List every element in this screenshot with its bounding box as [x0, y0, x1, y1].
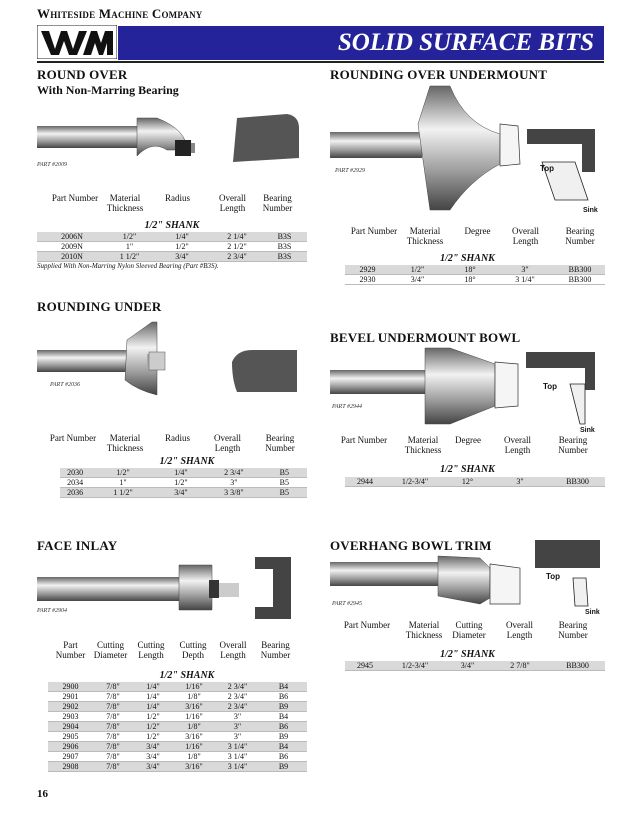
table-cell: B9: [260, 762, 307, 772]
table-cell: 1/2": [152, 242, 212, 252]
shank-label: 1/2" SHANK: [440, 253, 495, 264]
table-cell: 1/4": [133, 702, 173, 712]
table-cell: 3 1/4": [495, 275, 555, 285]
col-header: Material Thickness: [106, 433, 144, 453]
table-cell: 12°: [445, 477, 490, 487]
table-cell: 7/8": [93, 722, 133, 732]
section-title-bevel-undermount-bowl: BEVEL UNDERMOUNT BOWL: [330, 330, 521, 345]
table-row: [60, 468, 307, 478]
table-cell: B4: [260, 712, 307, 722]
table-row: [60, 488, 307, 498]
table-cell: 3": [215, 712, 260, 722]
col-header: Cutting Depth: [179, 640, 207, 660]
table-cell: 1": [107, 242, 152, 252]
table-row: [48, 722, 307, 732]
table-cell: 1 1/2": [90, 488, 156, 498]
table-cell: 1/2": [133, 712, 173, 722]
label-sink: Sink: [580, 427, 595, 434]
spec-table-rounding-under: [60, 468, 307, 498]
table-row: [48, 682, 307, 692]
spec-table-face-inlay: [48, 682, 307, 772]
table-cell: 2930: [345, 275, 390, 285]
bevel-bit-image: [330, 346, 605, 436]
table-cell: B6: [260, 752, 307, 762]
shank-label: 1/2" SHANK: [159, 670, 215, 681]
table-cell: 3/16": [173, 702, 215, 712]
col-header: Material Thickness: [106, 193, 144, 213]
table-cell: 2907: [48, 752, 93, 762]
col-header: Overall Length: [219, 193, 246, 213]
table-cell: 3": [495, 265, 555, 275]
table-cell: 7/8": [93, 732, 133, 742]
table-cell: 1": [90, 478, 156, 488]
table-cell: 3/4": [390, 275, 445, 285]
table-cell: 7/8": [93, 742, 133, 752]
col-header: Cutting Length: [137, 640, 165, 660]
table-row: [37, 232, 307, 242]
table-cell: 2901: [48, 692, 93, 702]
table-cell: B3S: [262, 232, 307, 242]
note-round-over: Supplied With Non-Marring Nylon Sleeved Bearing (Part #B3S).: [37, 262, 219, 270]
table-cell: 1/4": [156, 468, 206, 478]
col-header: Part Number: [55, 640, 86, 660]
table-row: [60, 478, 307, 488]
table-cell: B4: [260, 682, 307, 692]
table-cell: 2 3/4": [215, 702, 260, 712]
table-cell: 3 1/4": [215, 762, 260, 772]
spec-table-bevel: [345, 477, 605, 487]
spec-table-overhang: [345, 661, 605, 671]
table-cell: B6: [260, 722, 307, 732]
table-cell: 1/2": [133, 732, 173, 742]
table-cell: 2900: [48, 682, 93, 692]
table-cell: 3 1/4": [215, 752, 260, 762]
table-cell: 2 1/4": [212, 232, 262, 242]
table-row: [48, 742, 307, 752]
table-cell: 7/8": [93, 692, 133, 702]
table-cell: 3": [215, 732, 260, 742]
table-cell: 2 3/4": [206, 468, 261, 478]
overhang-bit-image: [330, 538, 605, 618]
col-header: Bearing Number: [265, 433, 295, 453]
table-cell: 7/8": [93, 762, 133, 772]
table-cell: 7/8": [93, 682, 133, 692]
table-cell: 2 3/4": [215, 692, 260, 702]
table-cell: 2906: [48, 742, 93, 752]
table-cell: 3/4": [445, 661, 490, 671]
table-row: [48, 752, 307, 762]
table-cell: 3/16": [173, 732, 215, 742]
shank-label: 1/2" SHANK: [440, 464, 495, 475]
table-cell: 3": [215, 722, 260, 732]
table-cell: 3": [490, 477, 550, 487]
spec-table-undermount: [345, 265, 605, 285]
table-cell: 1/2": [90, 468, 156, 478]
table-row: [48, 702, 307, 712]
part-label-round-over: PART #2009: [37, 162, 67, 168]
page-number: 16: [37, 788, 48, 800]
part-label-bevel: PART #2944: [332, 404, 362, 410]
table-cell: 2 3/4": [212, 252, 262, 262]
banner-title: SOLID SURFACE BITS: [337, 29, 594, 56]
shank-label: 1/2" SHANK: [159, 456, 215, 467]
table-row: [48, 762, 307, 772]
section-subtitle-round-over: With Non-Marring Bearing: [37, 83, 179, 97]
table-cell: 3/16": [173, 762, 215, 772]
table-cell: 1/8": [173, 752, 215, 762]
table-cell: BB300: [550, 477, 605, 487]
col-header: Part Number: [49, 433, 97, 443]
table-cell: 18°: [445, 275, 495, 285]
table-cell: BB300: [550, 661, 605, 671]
col-header: Bearing Number: [260, 640, 291, 660]
table-cell: 1/16": [173, 712, 215, 722]
table-cell: 7/8": [93, 752, 133, 762]
table-cell: 1/8": [173, 692, 215, 702]
table-cell: 2009N: [37, 242, 107, 252]
part-label-rounding-under: PART #2036: [50, 382, 80, 388]
table-cell: B5: [262, 478, 307, 488]
col-header: Radius: [164, 433, 190, 443]
table-cell: 3/4": [133, 752, 173, 762]
company-logo: [37, 25, 117, 59]
table-cell: 2 3/4": [215, 682, 260, 692]
title-banner: [118, 26, 604, 60]
col-header: Material Thickness: [404, 435, 442, 455]
table-cell: 2904: [48, 722, 93, 732]
table-cell: BB300: [555, 265, 605, 275]
shank-label: 1/2" SHANK: [144, 220, 200, 231]
table-cell: B9: [260, 702, 307, 712]
table-row: [345, 275, 605, 285]
table-cell: B3S: [262, 242, 307, 252]
table-cell: 3/4": [152, 252, 212, 262]
table-cell: 1/8": [173, 722, 215, 732]
table-cell: B6: [260, 692, 307, 702]
table-cell: 2902: [48, 702, 93, 712]
table-cell: 2 1/2": [212, 242, 262, 252]
table-cell: 1/2-3/4": [385, 661, 445, 671]
col-header: Bearing Number: [565, 226, 595, 246]
col-header: Material Thickness: [405, 620, 443, 640]
table-cell: 2903: [48, 712, 93, 722]
label-sink: Sink: [585, 609, 600, 616]
col-header: Cutting Diameter: [452, 620, 486, 640]
shank-label: 1/2" SHANK: [440, 649, 495, 660]
table-cell: 1/4": [152, 232, 212, 242]
label-top: Top: [540, 164, 555, 173]
company-name: Whiteside Machine Company: [37, 6, 203, 21]
table-cell: 2945: [345, 661, 385, 671]
spec-table-round-over: [37, 232, 307, 262]
table-cell: 1/2": [390, 265, 445, 275]
section-title-rounding-under: ROUNDING UNDER: [37, 299, 162, 314]
table-cell: BB300: [555, 275, 605, 285]
rounding-under-bit-image: [37, 320, 307, 410]
table-cell: 1/16": [173, 682, 215, 692]
table-cell: 7/8": [93, 702, 133, 712]
table-cell: B4: [260, 742, 307, 752]
col-header: Part Number: [340, 435, 388, 445]
table-cell: 1/16": [173, 742, 215, 752]
col-header: Material Thickness: [406, 226, 444, 246]
col-header: Part Number: [51, 193, 99, 203]
table-cell: 1/4": [133, 682, 173, 692]
table-cell: 2036: [60, 488, 90, 498]
col-header: Degree: [455, 435, 481, 445]
col-header: Overall Length: [512, 226, 539, 246]
table-cell: 18°: [445, 265, 495, 275]
table-cell: 3": [206, 478, 261, 488]
table-row: [345, 265, 605, 275]
col-header: Overall Length: [506, 620, 533, 640]
part-label-overhang: PART #2945: [332, 601, 362, 607]
table-cell: 2944: [345, 477, 385, 487]
table-cell: B5: [262, 468, 307, 478]
table-row: [37, 242, 307, 252]
label-top: Top: [543, 382, 558, 391]
label-top: Top: [546, 572, 561, 581]
table-cell: 2908: [48, 762, 93, 772]
col-header: Overall Length: [214, 433, 241, 453]
table-cell: 1/2": [156, 478, 206, 488]
col-header: Bearing Number: [558, 620, 588, 640]
table-row: [37, 252, 307, 262]
col-header: Bearing Number: [558, 435, 588, 455]
table-cell: B3S: [262, 252, 307, 262]
table-cell: 3 1/4": [215, 742, 260, 752]
part-label-undermount: PART #2929: [335, 168, 365, 174]
table-cell: 1 1/2": [107, 252, 152, 262]
col-header: Bearing Number: [262, 193, 293, 213]
face-inlay-bit-image: [37, 555, 307, 625]
table-cell: 3/4": [156, 488, 206, 498]
col-header: Cutting Diameter: [93, 640, 128, 660]
table-cell: B9: [260, 732, 307, 742]
table-cell: 7/8": [93, 712, 133, 722]
table-cell: 3/4": [133, 762, 173, 772]
col-header: Part Number: [350, 226, 398, 236]
col-header: Radius: [164, 193, 190, 203]
part-label-face-inlay: PART #2904: [37, 608, 67, 614]
table-row: [345, 477, 605, 487]
table-row: [48, 692, 307, 702]
table-cell: 2 7/8": [490, 661, 550, 671]
header-rule: [37, 61, 604, 63]
col-header: Degree: [464, 226, 491, 236]
table-cell: 3 3/8": [206, 488, 261, 498]
table-row: [48, 712, 307, 722]
table-row: [48, 732, 307, 742]
table-cell: 1/4": [133, 692, 173, 702]
table-row: [345, 661, 605, 671]
section-title-rounding-over-undermount: ROUNDING OVER UNDERMOUNT: [330, 67, 548, 82]
section-title-overhang-bowl-trim: OVERHANG BOWL TRIM: [330, 538, 492, 553]
table-cell: 1/2": [133, 722, 173, 732]
table-cell: B5: [262, 488, 307, 498]
col-header: Overall Length: [219, 640, 247, 660]
round-over-bit-image: [37, 100, 307, 180]
undermount-bit-image: [330, 84, 605, 214]
col-header: Overall Length: [504, 435, 531, 455]
table-cell: 2006N: [37, 232, 107, 242]
section-title-face-inlay: FACE INLAY: [37, 538, 118, 553]
table-cell: 2929: [345, 265, 390, 275]
table-cell: 2905: [48, 732, 93, 742]
table-cell: 3/4": [133, 742, 173, 752]
label-sink: Sink: [583, 207, 598, 214]
table-cell: 2030: [60, 468, 90, 478]
table-cell: 1/2-3/4": [385, 477, 445, 487]
col-header: Part Number: [343, 620, 391, 630]
section-title-round-over: ROUND OVER: [37, 67, 128, 82]
table-cell: 2034: [60, 478, 90, 488]
table-cell: 2010N: [37, 252, 107, 262]
table-cell: 1/2": [107, 232, 152, 242]
